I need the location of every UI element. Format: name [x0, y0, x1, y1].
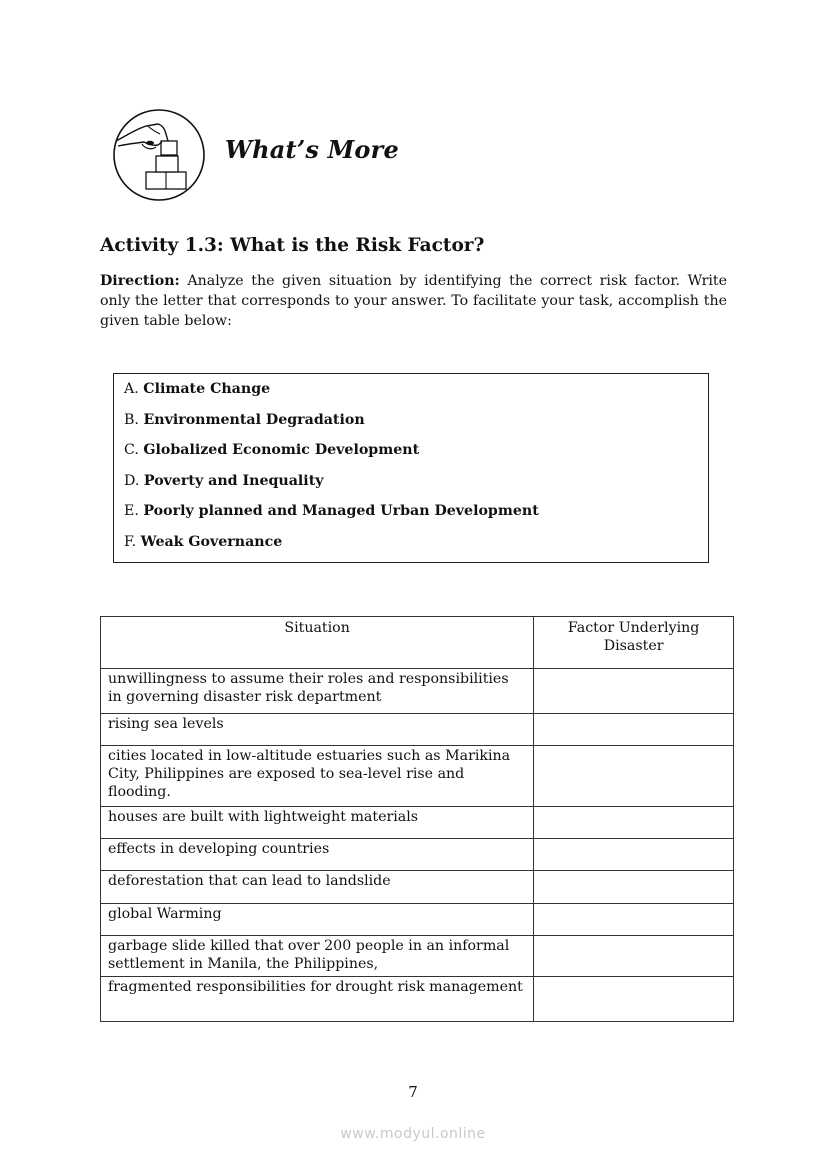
answer-cell[interactable] — [534, 977, 734, 1022]
header-factor: Factor Underlying Disaster — [534, 617, 734, 669]
choice-letter: D. — [124, 472, 140, 489]
situation-cell: global Warming — [101, 904, 534, 936]
choice-item — [114, 379, 708, 410]
direction-text: Analyze the given situation by identifying the correct risk factor. Write only the letter that corresponds to your answer. To facilitate your task, accomplish the given table below: — [100, 273, 727, 329]
choice-name: Globalized Economic Development — [143, 442, 420, 458]
choice-name: Poverty and Inequality — [143, 472, 324, 489]
watermark: www.modyul.online — [340, 1126, 486, 1142]
direction-label: Direction: — [100, 273, 180, 289]
direction-paragraph — [100, 271, 727, 331]
choice-item — [114, 501, 708, 532]
choice-name: Poorly planned and Managed Urban Development — [143, 503, 539, 519]
answer-cell[interactable] — [534, 839, 734, 871]
answer-cell[interactable] — [534, 669, 734, 714]
choice-name: Climate Change — [143, 381, 271, 397]
table-header-row — [101, 617, 734, 669]
choice-letter: B. — [124, 411, 139, 428]
choice-letter: F. — [124, 533, 137, 550]
table-row — [101, 669, 734, 714]
risk-factor-table — [100, 616, 734, 1022]
table-row — [101, 871, 734, 904]
situation-cell: unwillingness to assume their roles and responsibilities in governing disaster risk department — [101, 669, 534, 714]
table-row — [101, 807, 734, 839]
choice-name: Environmental Degradation — [143, 411, 365, 428]
table-row — [101, 839, 734, 871]
table-row — [101, 904, 734, 936]
situation-cell: fragmented responsibilities for drought risk management — [101, 977, 534, 1022]
choice-item — [114, 440, 708, 471]
choice-letter: C. — [124, 442, 139, 458]
activity-title: Activity 1.3: What is the Risk Factor? — [100, 235, 485, 256]
section-title: What’s More — [225, 135, 399, 164]
situation-cell: garbage slide killed that over 200 people in an informal settlement in Manila, the Philippines, — [101, 936, 534, 977]
choice-letter: E. — [124, 503, 139, 519]
header-situation: Situation — [101, 617, 534, 669]
answer-cell[interactable] — [534, 714, 734, 746]
choice-name: Weak Governance — [140, 533, 283, 550]
answer-cell[interactable] — [534, 746, 734, 807]
situation-cell: cities located in low-altitude estuaries such as Marikina City, Philippines are exposed to sea-level rise and flooding. — [101, 746, 534, 807]
answer-cell[interactable] — [534, 936, 734, 977]
table-row — [101, 977, 734, 1022]
situation-cell: effects in developing countries — [101, 839, 534, 871]
situation-cell: rising sea levels — [101, 714, 534, 746]
choice-item — [114, 532, 708, 563]
answer-cell[interactable] — [534, 904, 734, 936]
hand-stacking-blocks-icon — [112, 108, 206, 202]
risk-factor-choices — [113, 373, 709, 563]
table-row — [101, 746, 734, 807]
choice-item — [114, 471, 708, 502]
choice-item — [114, 410, 708, 441]
situation-cell: houses are built with lightweight materials — [101, 807, 534, 839]
situation-cell: deforestation that can lead to landslide — [101, 871, 534, 904]
choice-letter: A. — [124, 381, 139, 397]
table-row — [101, 936, 734, 977]
table-row — [101, 714, 734, 746]
answer-cell[interactable] — [534, 871, 734, 904]
page-number: 7 — [408, 1083, 418, 1101]
answer-cell[interactable] — [534, 807, 734, 839]
